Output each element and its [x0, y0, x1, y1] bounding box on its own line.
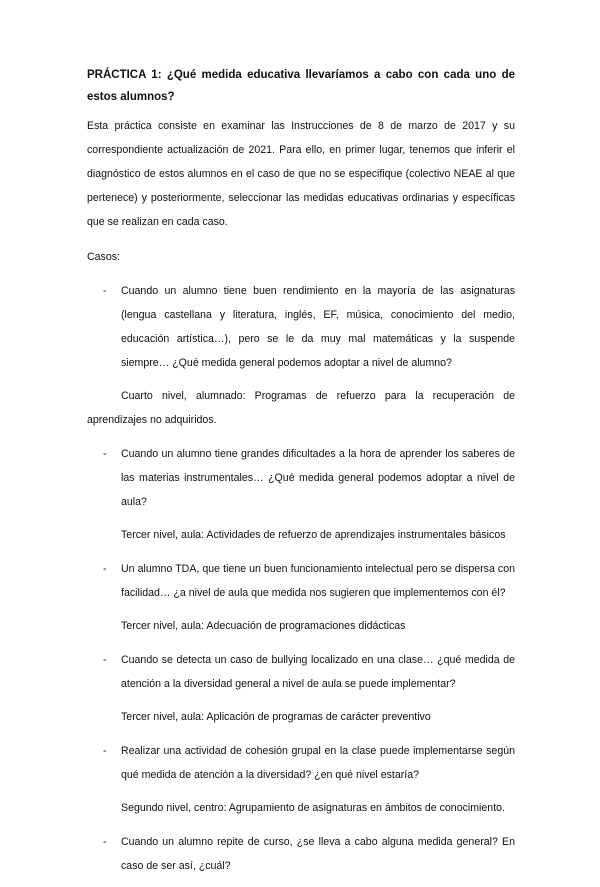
- bullet-dash: -: [103, 563, 107, 575]
- intro-paragraph: Esta práctica consiste en examinar las Instrucciones de 8 de marzo de 2017 y su correspondiente actualización de 2021. Para ello, en primer lugar, tenemos que inferir el diagnóstico de estos alumnos en el caso de que no se especifique (colectivo NEAE al que pertenece) y posteriormente, seleccionar las medidas educativas ordinarias y específicas que se realizan en cada caso.: [87, 120, 515, 228]
- case-question: Cuando se detecta un caso de bullying localizado en una clase… ¿qué medida de atención a la diversidad general a nivel de aula se puede implementar?: [121, 654, 515, 690]
- case-item: [87, 739, 515, 787]
- case-question: Realizar una actividad de cohesión grupal en la clase puede implementarse según qué medida de atención a la diversidad? ¿en qué nivel estaría?: [121, 745, 515, 781]
- document-body: [87, 64, 515, 887]
- case-item: [87, 279, 515, 375]
- cases-heading: Casos:: [87, 251, 120, 263]
- case-answer: Tercer nivel, aula: Aplicación de programas de carácter preventivo: [121, 711, 431, 723]
- page-title: PRÁCTICA 1: ¿Qué medida educativa llevaríamos a cabo con cada uno de estos alumnos?: [87, 69, 515, 103]
- case-item: [87, 648, 515, 696]
- case-answer: Segundo nivel, centro: Agrupamiento de asignaturas en ámbitos de conocimiento.: [121, 802, 505, 814]
- bullet-dash: -: [103, 448, 107, 460]
- bullet-dash: -: [103, 836, 107, 848]
- bullet-dash: -: [103, 654, 107, 666]
- cases-list: [87, 279, 515, 878]
- case-item: [87, 442, 515, 514]
- case-question: Cuando un alumno tiene buen rendimiento en la mayoría de las asignaturas (lengua castellana y literatura, inglés, EF, música, conocimiento del medio, educación artística…), pero se le da muy mal matemáticas y la suspende siempre… ¿Qué medida general podemos adoptar a nivel de alumno?: [121, 285, 515, 369]
- case-item: [87, 830, 515, 878]
- case-answer: Tercer nivel, aula: Actividades de refuerzo de aprendizajes instrumentales básicos: [121, 529, 506, 541]
- bullet-dash: -: [103, 285, 107, 297]
- case-answer: Tercer nivel, aula: Adecuación de programaciones didácticas: [121, 620, 406, 632]
- case-question: Cuando un alumno repite de curso, ¿se lleva a cabo alguna medida general? En caso de ser así, ¿cuál?: [121, 836, 515, 872]
- bullet-dash: -: [103, 745, 107, 757]
- case-question: Cuando un alumno tiene grandes dificultades a la hora de aprender los saberes de las materias instrumentales… ¿Qué medida general podemos adoptar a nivel de aula?: [121, 448, 515, 508]
- case-question: Un alumno TDA, que tiene un buen funcionamiento intelectual pero se dispersa con facilidad… ¿a nivel de aula que medida nos sugieren que implementemos con él?: [121, 563, 515, 599]
- case-answer: Cuarto nivel, alumnado: Programas de refuerzo para la recuperación de aprendizajes no adquiridos.: [87, 390, 515, 426]
- case-item: [87, 557, 515, 605]
